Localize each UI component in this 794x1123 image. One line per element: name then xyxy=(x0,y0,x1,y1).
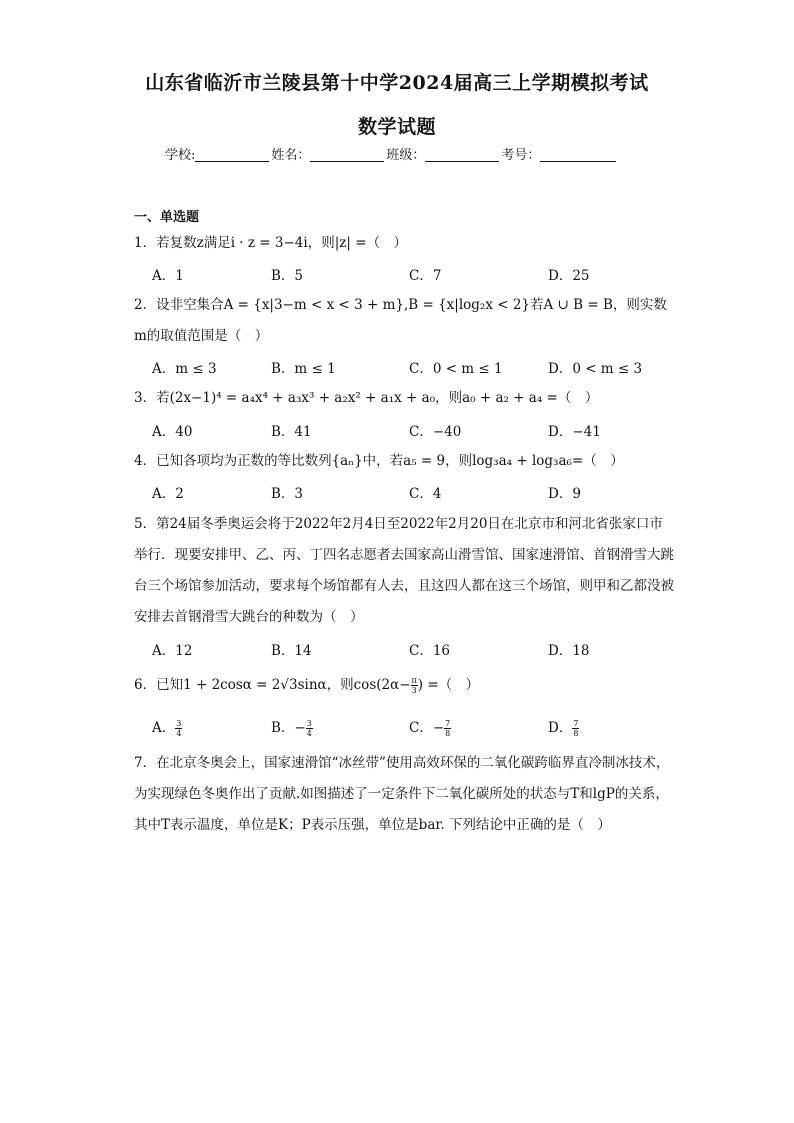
option-c: C．4 xyxy=(409,486,442,502)
name-label: 姓名： xyxy=(271,148,311,163)
fraction-denominator: 4 xyxy=(176,729,182,738)
option-c: C．16 xyxy=(409,643,451,659)
option-b: B．3 xyxy=(271,486,304,502)
exam-title: 山东省临沂市兰陵县第十中学2024届高三上学期模拟考试 xyxy=(145,72,649,94)
exam-subtitle: 数学试题 xyxy=(357,116,436,138)
option-d: D．0 < m ≤ 3 xyxy=(548,361,643,377)
question-1: 1．若复数z满足i · z = 3−4i，则|z| =（ ） xyxy=(134,235,408,251)
fraction-denominator: 3 xyxy=(411,686,417,695)
option-b: B．14 xyxy=(271,643,312,659)
option-a xyxy=(152,716,182,738)
option-d: D．25 xyxy=(548,268,590,284)
option-d: D．−41 xyxy=(548,424,601,440)
option-d: D．9 xyxy=(548,486,581,502)
fraction xyxy=(306,719,313,738)
option-b: B．m ≤ 1 xyxy=(271,361,336,377)
question-2: 2．设非空集合A = {x|3−m < x < 3 + m},B = {x|log₂x < 2}若A ∪ B = B，则实数m的取值范围是（ ） xyxy=(134,297,667,344)
question-7: 7．在北京冬奥会上，国家速滑馆“冰丝带”使用高效环保的二氧化碳跨临界直冷制冰技术，为实现绿色冬奥作出了贡献.如图描述了一定条件下二氧化碳所处的状态与T和lgP的关系，其中T表示温度，单位是K；P表示压强，单位是bar. 下列结论中正确的是（ ） xyxy=(134,755,670,833)
fraction xyxy=(444,719,451,738)
student-info-line xyxy=(165,144,618,163)
fraction xyxy=(411,676,418,695)
option-label: D． xyxy=(548,720,573,736)
option-label: C． xyxy=(409,720,433,736)
class-blank[interactable] xyxy=(425,147,499,162)
fraction-numerator: 7 xyxy=(573,719,579,728)
question-6-suffix: ) =（ ） xyxy=(417,677,480,693)
class-label: 班级： xyxy=(386,148,426,163)
fraction-numerator: 7 xyxy=(445,719,451,728)
option-c xyxy=(409,716,451,738)
option-b xyxy=(271,716,313,738)
school-blank[interactable] xyxy=(195,147,269,162)
name-blank[interactable] xyxy=(310,147,384,162)
question-3: 3．若(2x−1)⁴ = a₄x⁴ + a₃x³ + a₂x² + a₁x + a₀，则a₀ + a₂ + a₄ =（ ） xyxy=(134,390,599,406)
option-a: A．1 xyxy=(152,268,184,284)
option-d xyxy=(548,716,579,738)
fraction-denominator: 8 xyxy=(573,729,579,738)
fraction-numerator: 3 xyxy=(306,719,312,728)
fraction xyxy=(572,719,579,738)
option-a: A．40 xyxy=(152,424,193,440)
option-c: C．0 < m ≤ 1 xyxy=(409,361,503,377)
question-6 xyxy=(134,675,674,695)
id-blank[interactable] xyxy=(540,147,616,162)
option-c: C．7 xyxy=(409,268,442,284)
option-c: C．−40 xyxy=(409,424,462,440)
fraction-numerator: 3 xyxy=(176,719,182,728)
option-b: B．5 xyxy=(271,268,304,284)
section-heading: 一、单选题 xyxy=(134,210,200,225)
fraction-denominator: 4 xyxy=(306,729,312,738)
option-a: A．2 xyxy=(152,486,184,502)
option-label: B． xyxy=(271,720,295,736)
fraction-numerator: π xyxy=(411,676,417,685)
fraction-denominator: 8 xyxy=(445,729,451,738)
question-4: 4．已知各项均为正数的等比数列{aₙ}中，若a₅ = 9，则log₃a₄ + log₃a₆=（ ） xyxy=(134,453,624,469)
school-label: 学校: xyxy=(165,148,196,163)
fraction xyxy=(175,719,182,738)
id-label: 考号： xyxy=(501,148,541,163)
option-sign: − xyxy=(294,720,306,736)
option-sign: − xyxy=(432,720,445,736)
option-a: A．m ≤ 3 xyxy=(152,361,217,377)
option-a: A．12 xyxy=(152,643,193,659)
option-d: D．18 xyxy=(548,643,590,659)
question-5: 5．第24届冬季奥运会将于2022年2月4日至2022年2月20日在北京市和河北省张家口市举行．现要安排甲、乙、丙、丁四名志愿者去国家高山滑雪馆、国家速滑馆、首钢滑雪大跳台三个场馆参加活动，要求每个场馆都有人去，且这四人都在这三个场馆，则甲和乙都没被安排去首钢滑雪大跳台的种数为（ ） xyxy=(134,516,674,625)
option-label: A． xyxy=(152,720,176,736)
option-b: B．41 xyxy=(271,424,312,440)
question-6-prefix: 6．已知1 + 2cosα = 2√3sinα，则cos(2α− xyxy=(134,677,411,693)
